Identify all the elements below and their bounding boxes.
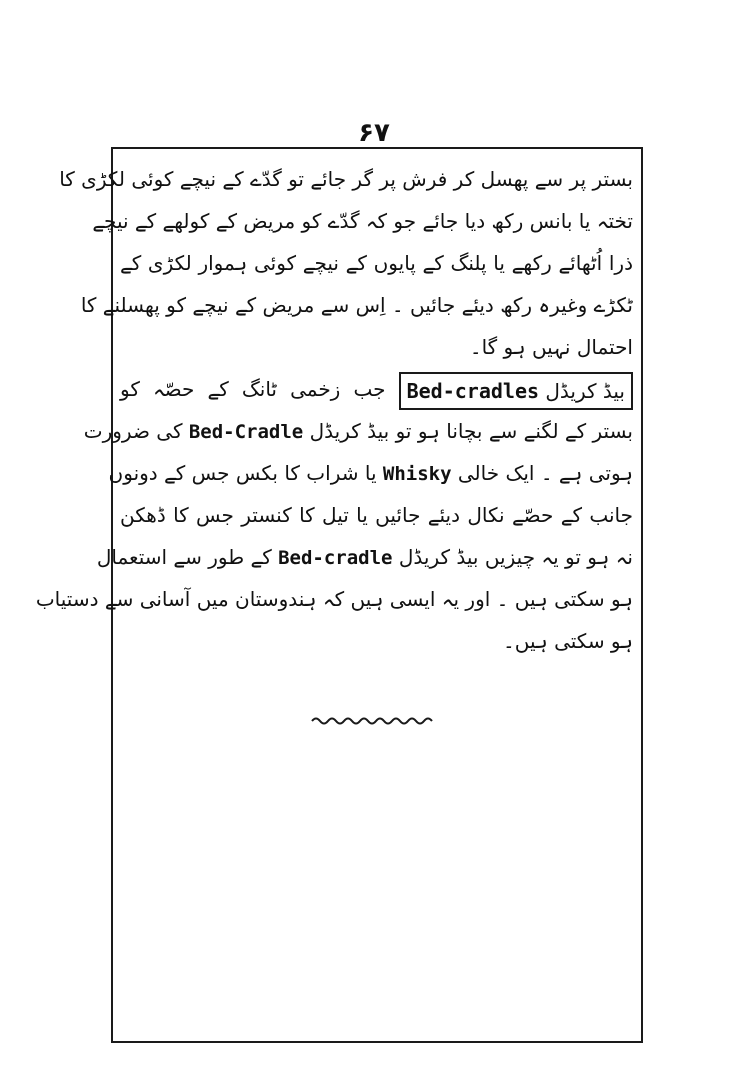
text-line: ٹکڑے وغیرہ رکھ دیئے جائیں ۔ اِس سے مریض کے نیچے کو پھسلنے کا [80,293,633,317]
text-line: ہو سکتی ہیں۔ [503,629,633,653]
english-term: Bed-Cradle [188,421,304,443]
heading-line-text: جب زخمی ٹانگ کے حصّہ کو [120,377,386,401]
text-line: ہو سکتی ہیں ۔ اور یہ ایسی ہیں کہ ہندوستان میں آسانی سے دستیاب [35,587,633,611]
wavy-divider [310,714,438,728]
text-line [96,536,637,578]
text-line: تختہ یا بانس رکھ دیا جائے جو کہ گدّے کو مریض کے کولھے کے نیچے [92,209,633,233]
text-segment: ہوتی ہے ۔ ایک خالی [457,461,633,485]
text-line: احتمال نہیں ہو گا۔ [469,335,633,359]
text-line [83,410,637,452]
text-line: جانب کے حصّے نکال دیئے جائیں یا تیل کا کنستر جس کا ڈھکن [120,503,633,527]
text-segment: بستر کے لگنے سے بچانا ہو تو بیڈ کریڈل [309,419,633,443]
section-heading [399,372,633,410]
heading-line [116,368,637,410]
section-bed-cradles [35,368,637,662]
text-line: بستر پر سے پھسل کر فرش پر گر جائے تو گدّے کے نیچے کوئی لکڑی کا [59,167,633,191]
english-term: Bed-cradle [278,547,393,569]
body-text [35,158,637,662]
heading-urdu: بیڈ کریڈل [545,378,625,403]
text-line: ذرا اُٹھائے رکھے یا پلنگ کے پایوں کے نیچے کوئی ہموار لکڑی کے [120,251,633,275]
text-segment: یا شراب کا بکس جس کے دونوں [108,461,377,485]
heading-english: Bed-cradles [406,378,540,403]
text-segment: کی ضرورت [83,419,183,443]
text-segment: نہ ہو تو یہ چیزیں بیڈ کریڈل [398,545,633,569]
page-number: ۶۷ [358,118,390,148]
english-term: Whisky [382,463,452,485]
text-segment: کے طور سے استعمال [96,545,272,569]
text-line [108,452,637,494]
paragraph-1 [59,158,637,368]
